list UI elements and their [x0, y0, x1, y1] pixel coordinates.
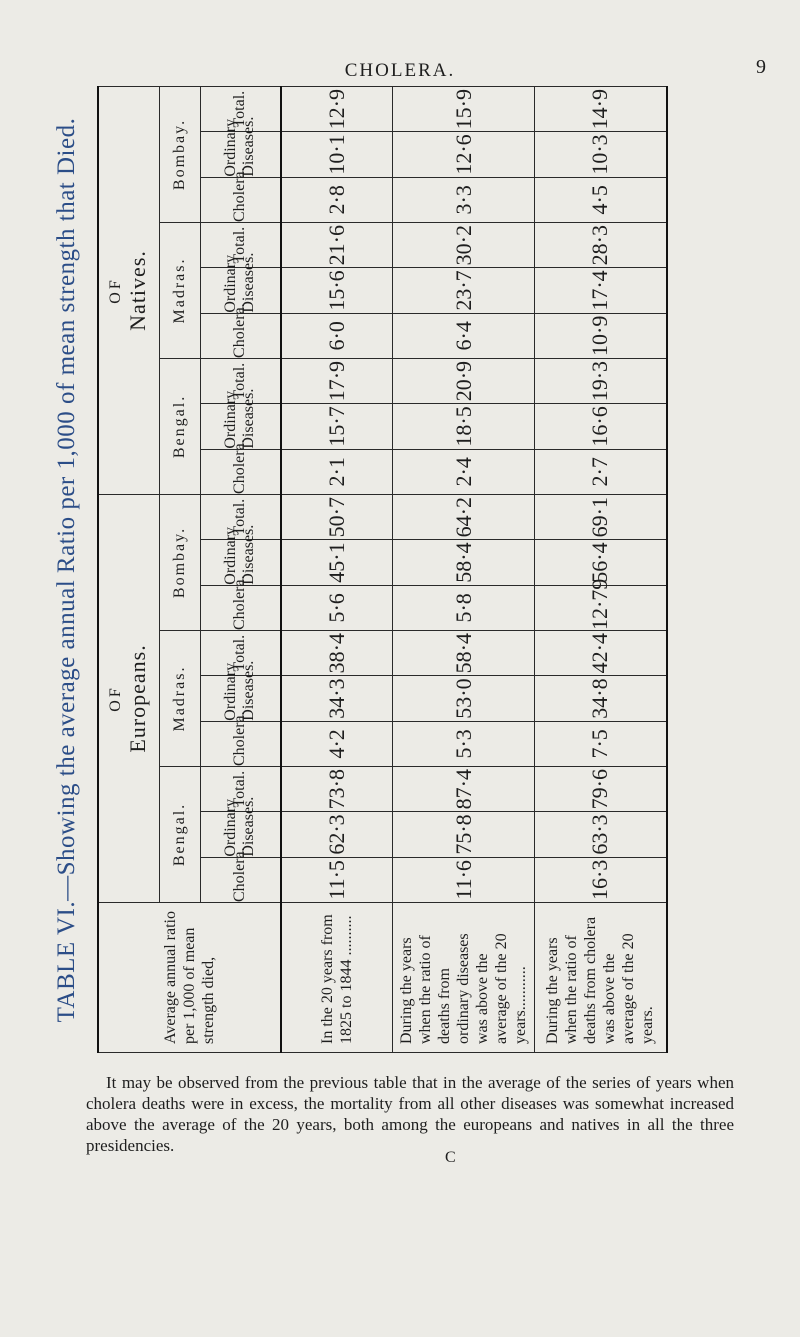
column-header: Cholera. — [201, 313, 281, 358]
table-cell: 4·2 — [281, 721, 393, 766]
table-cell: 75·8 — [393, 812, 535, 857]
table-cell: 17·9 — [281, 358, 393, 403]
table-cell: 12·6 — [393, 132, 535, 177]
stub-header-text: Average annual ratio per 1,000 of mean strength died, — [161, 911, 217, 1044]
table-cell: 62·3 — [281, 812, 393, 857]
table-cell: 5·3 — [393, 721, 535, 766]
pres-na-bombay: Bombay. — [160, 87, 201, 223]
table-cell: 12·9 — [281, 87, 393, 132]
table-caption: TABLE VI.—Showing the average annual Ratio per 1,000 of mean strength that Died. — [53, 117, 80, 1023]
table-cell: 73·8 — [281, 767, 393, 812]
column-header: Total. — [201, 87, 281, 132]
table-cell: 2·1 — [281, 449, 393, 494]
table-cell: 11·6 — [393, 857, 535, 902]
group-europeans — [98, 494, 160, 902]
page-number: 9 — [756, 56, 766, 78]
row-label: During the years when the ratio of deaths from ordinary diseases was above the average of the 20 years........... — [393, 903, 535, 1053]
table-cell: 63·3 — [535, 812, 667, 857]
group-natives-name: Natives. — [125, 250, 150, 331]
table-cell: 17·4 — [535, 268, 667, 313]
group-europeans-name: Europeans. — [125, 644, 150, 753]
table-cell: 2·7 — [535, 449, 667, 494]
column-header: Total. — [201, 222, 281, 267]
table-cell: 20·9 — [393, 358, 535, 403]
table-cell: 69·1 — [535, 494, 667, 539]
table-cell: 11·5 — [281, 857, 393, 902]
column-header: Ordinary Diseases. — [201, 540, 281, 585]
column-header: Ordinary Diseases. — [201, 404, 281, 449]
column-header: Cholera. — [201, 177, 281, 222]
table-cell: 7·5 — [535, 721, 667, 766]
pres-na-madras: Madras. — [160, 222, 201, 358]
table-cell: 12·79 — [535, 585, 667, 630]
table-cell: 6·0 — [281, 313, 393, 358]
column-header: Cholera. — [201, 721, 281, 766]
table-cell: 64·2 — [393, 494, 535, 539]
table-cell: 58·4 — [393, 540, 535, 585]
body-paragraph: It may be observed from the previous table that in the average of the series of years when cholera deaths were in excess, the mortality from all other diseases was somewhat increased above the average of the 20 years, both among the europeans and natives in all the three presidencies. — [86, 1073, 734, 1155]
rotated-table-block — [37, 87, 682, 1053]
table-cell: 15·6 — [281, 268, 393, 313]
mortality-table — [97, 86, 668, 1053]
column-header: Ordinary Diseases. — [201, 268, 281, 313]
running-head: CHOLERA. — [344, 60, 456, 81]
column-header: Cholera. — [201, 449, 281, 494]
pres-eu-bombay: Bombay. — [160, 494, 201, 630]
column-header: Total. — [201, 494, 281, 539]
table-cell: 50·7 — [281, 494, 393, 539]
table-cell: 10·9 — [535, 313, 667, 358]
table-cell: 53·0 — [393, 676, 535, 721]
table-cell: 4·5 — [535, 177, 667, 222]
row-label: In the 20 years from 1825 to 1844 .......... — [281, 903, 393, 1053]
table-cell: 34·3 — [281, 676, 393, 721]
table-cell: 45·1 — [281, 540, 393, 585]
pres-eu-madras: Madras. — [160, 631, 201, 767]
table-cell: 58·4 — [393, 631, 535, 676]
table-cell: 14·9 — [535, 87, 667, 132]
column-header: Total. — [201, 767, 281, 812]
table-cell: 42·4 — [535, 631, 667, 676]
table-cell: 15·9 — [393, 87, 535, 132]
table-cell: 15·7 — [281, 404, 393, 449]
table-cell: 30·2 — [393, 222, 535, 267]
table-cell: 10·3 — [535, 132, 667, 177]
table-cell: 38·4 — [281, 631, 393, 676]
table-cell: 23·7 — [393, 268, 535, 313]
table-cell: 18·5 — [393, 404, 535, 449]
column-header: Ordinary Diseases. — [201, 812, 281, 857]
table-cell: 87·4 — [393, 767, 535, 812]
table-cell: 6·4 — [393, 313, 535, 358]
table-cell: 5·6 — [281, 585, 393, 630]
column-header: Ordinary Diseases. — [201, 676, 281, 721]
column-header: Cholera. — [201, 857, 281, 902]
pres-na-bengal: Bengal. — [160, 358, 201, 494]
table-cell: 2·4 — [393, 449, 535, 494]
table-cell: 34·8 — [535, 676, 667, 721]
table-cell: 21·6 — [281, 222, 393, 267]
table-cell: 16·3 — [535, 857, 667, 902]
table-cell: 3·3 — [393, 177, 535, 222]
table-cell: 2·8 — [281, 177, 393, 222]
group-natives-of: OF — [107, 277, 124, 304]
table-cell: 16·6 — [535, 404, 667, 449]
table-cell: 79·6 — [535, 767, 667, 812]
group-natives — [98, 87, 160, 495]
table-cell: 5·8 — [393, 585, 535, 630]
table-cell: 10·1 — [281, 132, 393, 177]
signature-mark: C — [445, 1149, 456, 1166]
stub-header — [98, 903, 281, 1053]
group-europeans-of: OF — [107, 685, 124, 712]
table-cell: 28·3 — [535, 222, 667, 267]
column-header: Ordinary Diseases. — [201, 132, 281, 177]
column-header: Total. — [201, 631, 281, 676]
column-header: Cholera. — [201, 585, 281, 630]
table-cell: 56·4 — [535, 540, 667, 585]
table-cell: 19·3 — [535, 358, 667, 403]
row-label: During the years when the ratio of deaths from cholera was above the average of the 20 years. — [535, 903, 667, 1053]
column-header: Total. — [201, 358, 281, 403]
pres-eu-bengal: Bengal. — [160, 767, 201, 903]
